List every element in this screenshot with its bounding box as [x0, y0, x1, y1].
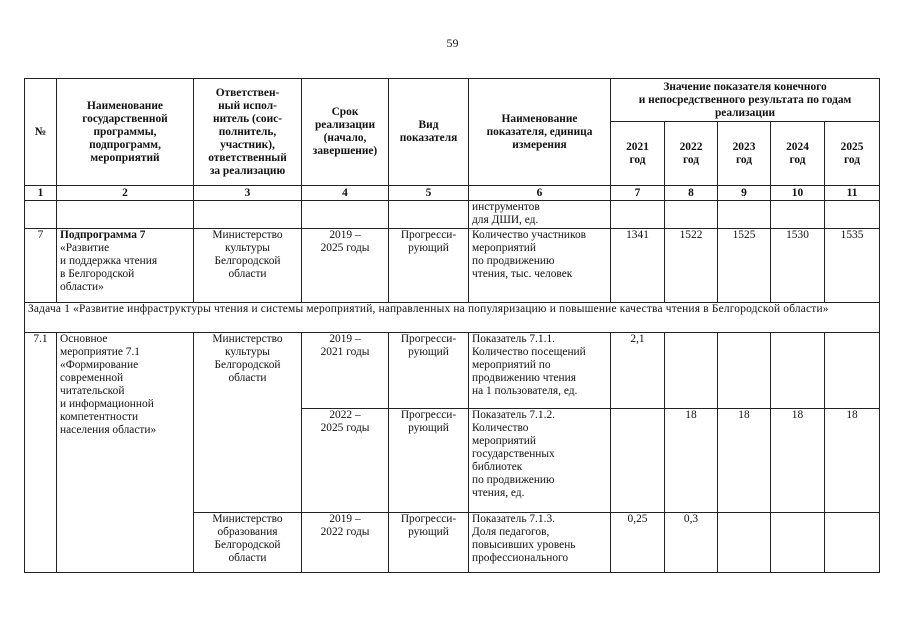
header-values-group: Значение показателя конечного и непосредственного результата по годам реализации — [611, 79, 880, 122]
cell-value-2023 — [718, 333, 771, 409]
cell-value-2021: 0,25 — [611, 513, 665, 573]
col-number: 7 — [611, 186, 665, 201]
header-indicator-name: Наименование показателя, единица измерения — [469, 79, 611, 186]
cell-value-2024 — [771, 513, 825, 573]
cell-indicator-type: Прогресси- рующий — [389, 513, 469, 573]
header-year-2025: 2025 год — [825, 122, 880, 186]
col-number: 3 — [194, 186, 302, 201]
cell-value-2023: 18 — [718, 409, 771, 513]
cell-value-2025: 1535 — [825, 229, 880, 303]
header-year-2022: 2022 год — [665, 122, 718, 186]
cell-indicator-type: Прогресси- рующий — [389, 229, 469, 303]
cell-value-2024: 18 — [771, 409, 825, 513]
cell-num: 7.1 — [25, 333, 57, 573]
subprogram-title: Подпрограмма 7 — [60, 229, 146, 241]
header-row — [25, 79, 880, 122]
col-number: 5 — [389, 186, 469, 201]
cell-value-2025: 18 — [825, 409, 880, 513]
cell-value-2022: 0,3 — [665, 513, 718, 573]
cell-value-2023: 1525 — [718, 229, 771, 303]
indicators-table — [24, 78, 880, 573]
cell-indicator: Показатель 7.1.3. Доля педагогов, повысивших уровень профессионального — [469, 513, 611, 573]
task-title: Задача 1 «Развитие инфраструктуры чтения и системы мероприятий, направленных на популяризацию и повышение качества чтения в Белгородской области» — [25, 303, 880, 333]
column-numbers-row — [25, 186, 880, 201]
cell-program-name — [57, 229, 194, 303]
cell-term: 2019 – 2021 годы — [302, 333, 389, 409]
cell-value-2021: 1341 — [611, 229, 665, 303]
header-year-2021: 2021 год — [611, 122, 665, 186]
cell-indicator-type: Прогресси- рующий — [389, 333, 469, 409]
cell-value-2025 — [825, 513, 880, 573]
cell-num: 7 — [25, 229, 57, 303]
cell-value-2022 — [665, 333, 718, 409]
col-number: 10 — [771, 186, 825, 201]
header-program-name: Наименование государственной программы, подпрограмм, мероприятий — [57, 79, 194, 186]
cell-executor: Министерство образования Белгородской области — [194, 513, 302, 573]
cell-value-2022: 18 — [665, 409, 718, 513]
header-term: Срок реализации (начало, завершение) — [302, 79, 389, 186]
col-number: 4 — [302, 186, 389, 201]
col-number: 9 — [718, 186, 771, 201]
col-number: 11 — [825, 186, 880, 201]
col-number: 6 — [469, 186, 611, 201]
cell-indicator: инструментов для ДШИ, ед. — [469, 201, 611, 229]
col-number: 1 — [25, 186, 57, 201]
header-year-2024: 2024 год — [771, 122, 825, 186]
cell-term: 2019 – 2025 годы — [302, 229, 389, 303]
cell-value-2021 — [611, 409, 665, 513]
cell-value-2022: 1522 — [665, 229, 718, 303]
cell-indicator: Показатель 7.1.2. Количество мероприятий государственных библиотек по продвижению чтения, ед. — [469, 409, 611, 513]
col-number: 2 — [57, 186, 194, 201]
subprogram-name: «Развитие и поддержка чтения в Белгородской области» — [60, 242, 158, 293]
cell-program-name: Основное мероприятие 7.1 «Формирование современной читательской и информационной компетентности населения области» — [57, 333, 194, 573]
table-row-subprogram-7 — [25, 229, 880, 303]
cell-value-2024: 1530 — [771, 229, 825, 303]
table-row-measure-7-1 — [25, 333, 880, 409]
cell-executor: Министерство культуры Белгородской области — [194, 333, 302, 513]
cell-executor: Министерство культуры Белгородской области — [194, 229, 302, 303]
cell-term: 2019 – 2022 годы — [302, 513, 389, 573]
cell-indicator: Показатель 7.1.1. Количество посещений мероприятий по продвижению чтения на 1 пользователя, ед. — [469, 333, 611, 409]
table-row-continuation — [25, 201, 880, 229]
header-executor: Ответствен- ный испол- нитель (соис- полнитель, участник), ответственный за реализацию — [194, 79, 302, 186]
header-year-2023: 2023 год — [718, 122, 771, 186]
header-indicator-type: Вид показателя — [389, 79, 469, 186]
cell-term: 2022 – 2025 годы — [302, 409, 389, 513]
header-num: № — [25, 79, 57, 186]
cell-value-2021: 2,1 — [611, 333, 665, 409]
cell-indicator: Количество участников мероприятий по продвижению чтения, тыс. человек — [469, 229, 611, 303]
cell-value-2024 — [771, 333, 825, 409]
page-number: 59 — [446, 36, 459, 50]
cell-value-2023 — [718, 513, 771, 573]
table-row-task — [25, 303, 880, 333]
cell-value-2025 — [825, 333, 880, 409]
col-number: 8 — [665, 186, 718, 201]
cell-indicator-type: Прогресси- рующий — [389, 409, 469, 513]
